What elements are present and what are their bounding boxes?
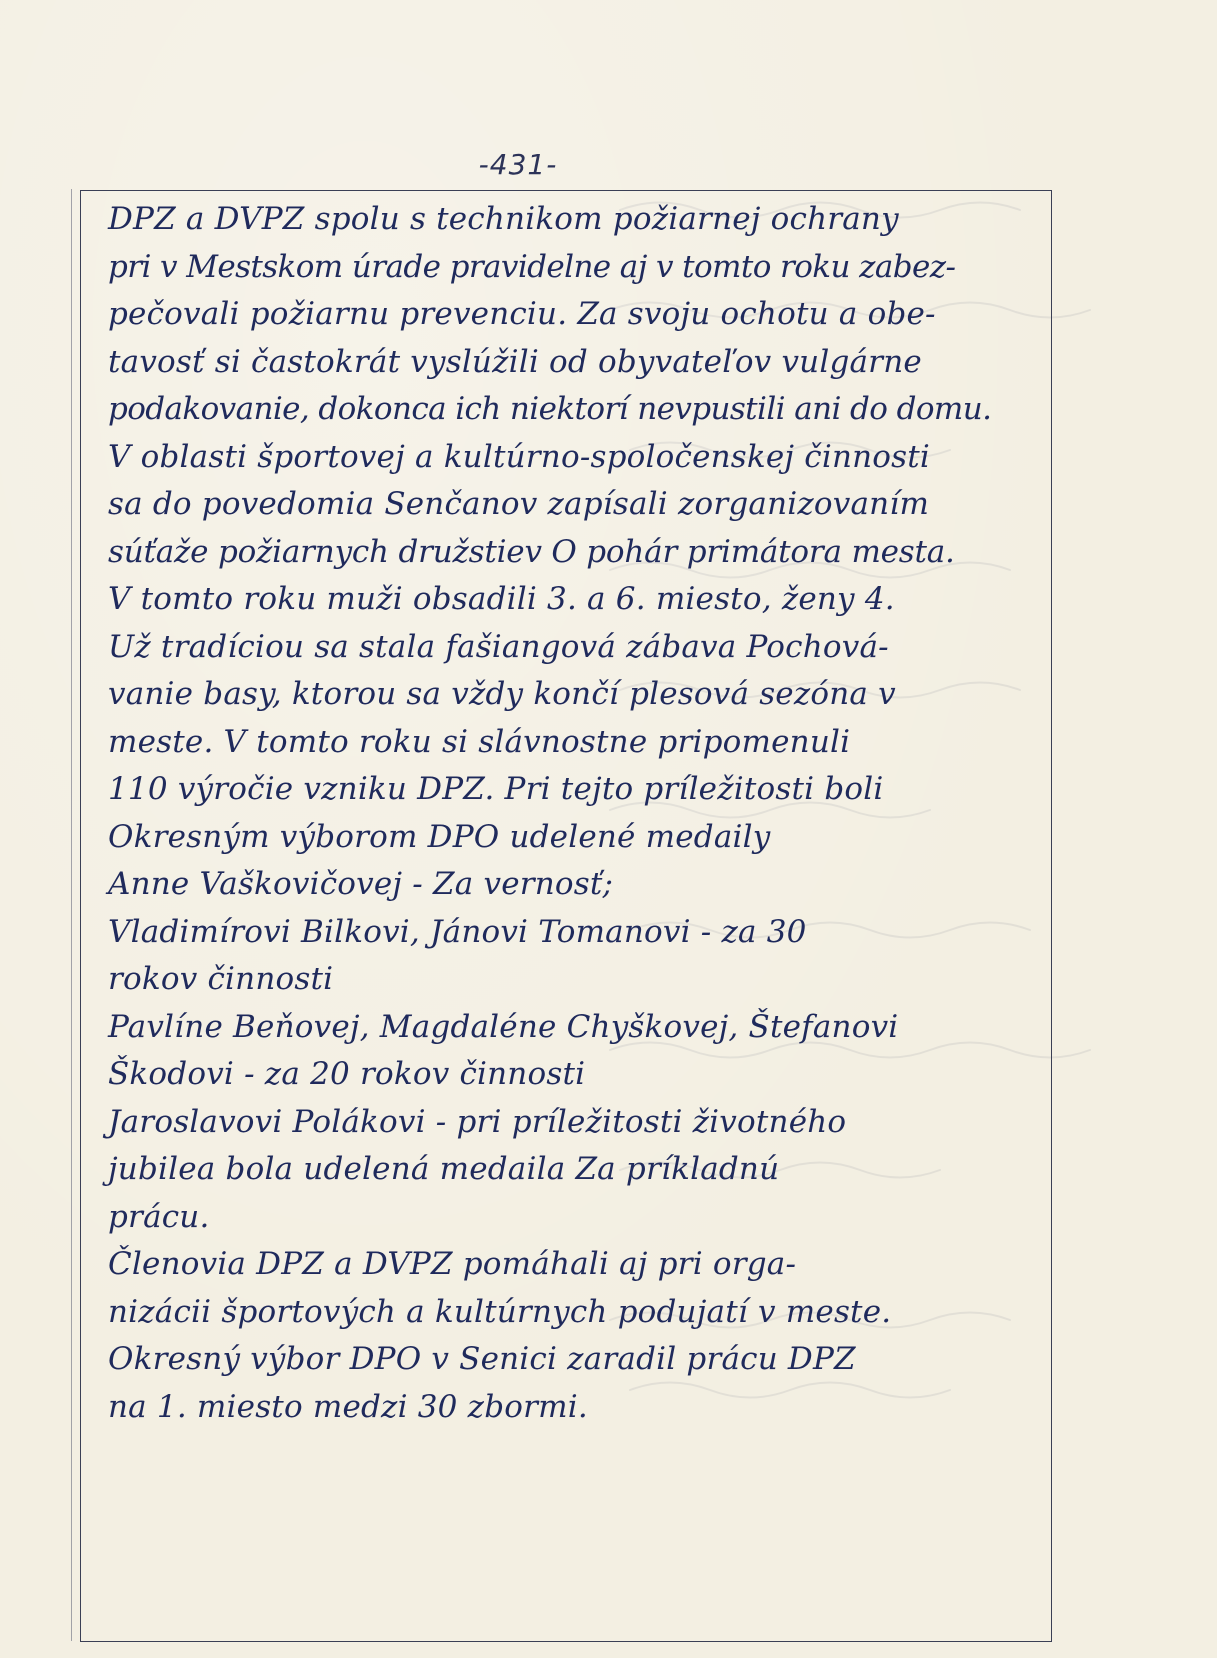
text-line: vanie basy, ktorou sa vždy končí plesová sezóna v [108,676,896,712]
text-line: Okresným výborom DPO udelené medaily [108,818,771,855]
text-line: Anne Vaškovičovej - Za vernosť; [108,866,614,902]
text-line: V tomto roku muži obsadili 3. a 6. miesto, ženy 4. [108,581,895,617]
page-number: -431- [478,148,558,181]
text-line: Okresný výbor DPO v Senici zaradil prácu DPZ [108,1341,856,1377]
text-line: V oblasti športovej a kultúrno-spoločenskej činnosti [108,438,931,475]
text-line: rokov činnosti [108,961,334,997]
text-line: Už tradíciou sa stala fašiangová zábava Pochová- [108,628,889,665]
text-line: prácu. [108,1198,210,1235]
text-line: súťaže požiarnych družstiev O pohár primátora mesta. [108,533,955,570]
handwritten-text [108,196,1046,1431]
text-line: Škodovi - za 20 rokov činnosti [108,1056,586,1092]
text-line: sa do povedomia Senčanov zapísali zorganizovaním [108,486,930,522]
text-line: podakovanie, dokonca ich niektorí nevpustili ani do domu. [108,391,992,427]
text-line: Pavlíne Beňovej, Magdaléne Chyškovej, Štefanovi [108,1008,899,1045]
text-line: DPZ a DVPZ spolu s technikom požiarnej ochrany [108,201,899,237]
text-line: Jaroslavovi Polákovi - pri príležitosti životného [108,1103,847,1140]
text-line: Členovia DPZ a DVPZ pomáhali aj pri orga- [108,1246,797,1282]
text-line: Vladimírovi Bilkovi, Jánovi Tomanovi - za 30 [108,913,807,950]
text-line: nizácii športových a kultúrnych podujatí v meste. [108,1293,892,1330]
text-line: pri v Mestskom úrade pravidelne aj v tomto roku zabez- [108,248,956,285]
text-line: jubilea bola udelená medaila Za príkladnú [108,1151,780,1187]
text-line: na 1. miesto medzi 30 zbormi. [108,1388,588,1425]
text-line: pečovali požiarnu prevenciu. Za svoju ochotu a obe- [108,296,936,332]
text-line: 110 výročie vzniku DPZ. Pri tejto príležitosti boli [108,771,884,807]
text-line: tavosť si častokrát vyslúžili od obyvateľov vulgárne [108,343,922,380]
text-line: meste. V tomto roku si slávnostne pripomenuli [108,723,851,760]
